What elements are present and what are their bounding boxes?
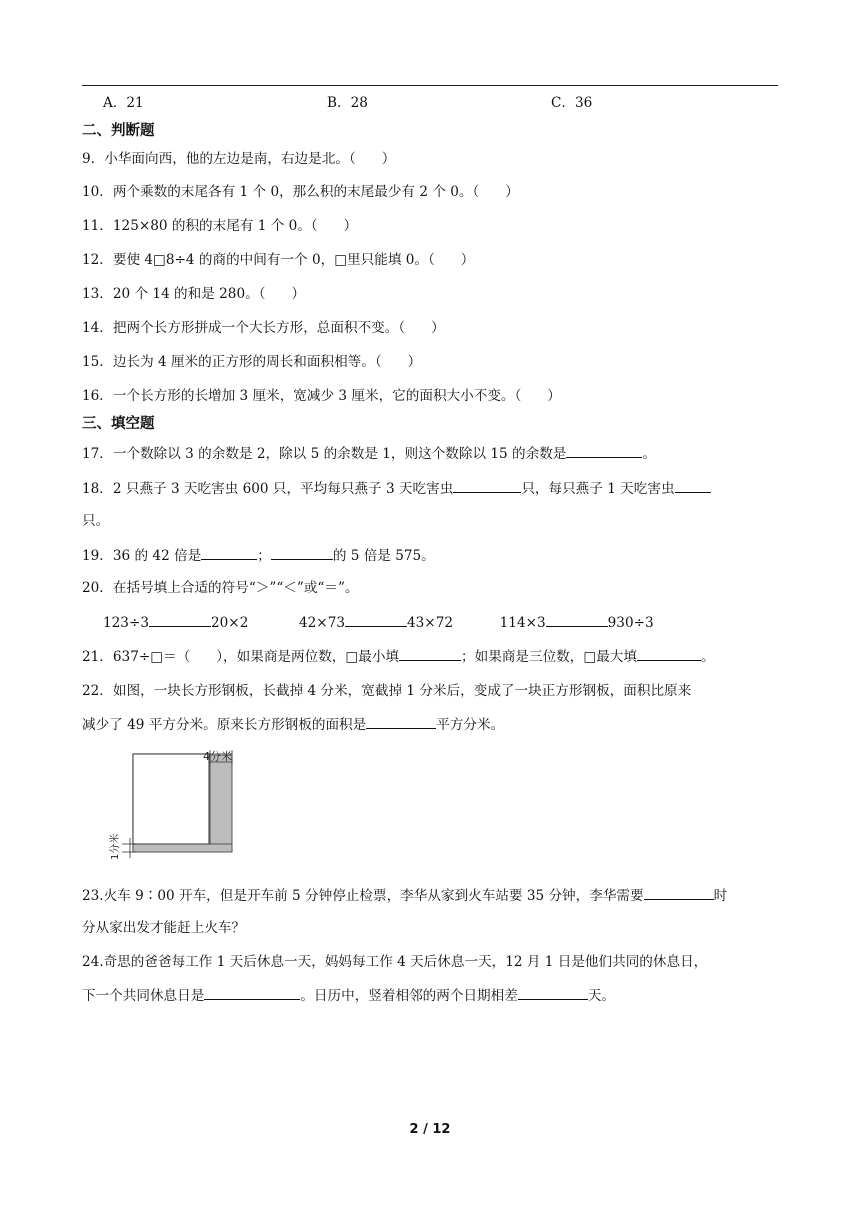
question-15: 15．边长为 4 厘米的正方形的周长和面积相等。（ ） <box>82 354 422 370</box>
answer-blank[interactable] <box>149 612 211 627</box>
cut-strip-width <box>133 844 232 852</box>
cut-strip-length <box>210 754 232 851</box>
answer-blank[interactable] <box>201 545 257 560</box>
question-24-cont: 下一个共同休息日是 。日历中，竖着相邻的两个日期相差 天。 <box>82 985 615 1006</box>
question-24: 24.奇思的爸爸每工作 1 天后休息一天，妈妈每工作 4 天后休息一天，12 月 1 日是他们共同的休息日， <box>82 954 708 970</box>
answer-blank[interactable] <box>518 985 588 1000</box>
question-16: 16．一个长方形的长增加 3 厘米，宽减少 3 厘米，它的面积大小不变。（ ） <box>82 388 561 404</box>
page-number: 2 / 12 <box>409 1122 451 1137</box>
top-dimension-label: 4分米 <box>203 750 232 763</box>
compare-row: 123÷3 20×2 42×73 43×72 114×3 930÷3 <box>103 612 654 633</box>
answer-blank[interactable] <box>453 478 521 493</box>
answer-blank[interactable] <box>271 545 333 560</box>
answer-blank[interactable] <box>566 443 642 458</box>
answer-blank[interactable] <box>204 985 300 1000</box>
answer-blank[interactable] <box>675 478 711 493</box>
question-21: 21．637÷□＝（ ），如果商是两位数，□最小填 ；如果商是三位数，□最大填 。 <box>82 646 715 667</box>
question-17: 17．一个数除以 3 的余数是 2，除以 5 的余数是 1，则这个数除以 15 的余数是 。 <box>82 443 656 464</box>
question-12: 12．要使 4□8÷4 的商的中间有一个 0，□里只能填 0。（ ） <box>82 252 475 268</box>
side-dimension-label: 1分米 <box>110 833 121 860</box>
header-rule <box>82 85 778 86</box>
question-22-cont: 减少了 49 平方分米。原来长方形钢板的面积是 平方分米。 <box>82 714 504 735</box>
question-11: 11．125×80 的积的末尾有 1 个 0。（ ） <box>82 218 358 234</box>
option-a[interactable]: A．21 <box>103 95 144 111</box>
answer-blank[interactable] <box>644 885 714 900</box>
answer-blank[interactable] <box>366 714 436 729</box>
question-10: 10．两个乘数的末尾各有 1 个 0，那么积的末尾最少有 2 个 0。（ ） <box>82 184 519 200</box>
question-20: 20．在括号填上合适的符号“＞”“＜”或“＝”。 <box>82 580 359 596</box>
answer-blank[interactable] <box>637 646 701 661</box>
question-9: 9．小华面向西，他的左边是南，右边是北。（ ） <box>82 151 396 167</box>
option-b[interactable]: B．28 <box>327 95 368 111</box>
question-19: 19．36 的 42 倍是 ； 的 5 倍是 575。 <box>82 545 435 566</box>
section-title-judge: 二、判断题 <box>82 123 155 139</box>
answer-blank[interactable] <box>546 612 608 627</box>
question-18-cont: 只。 <box>82 513 110 529</box>
question-13: 13．20 个 14 的和是 280。（ ） <box>82 286 306 302</box>
question-22: 22．如图，一块长方形钢板，长截掉 4 分米，宽截掉 1 分米后，变成了一块正方形钢板，面积比原来 <box>82 683 692 699</box>
answer-blank[interactable] <box>399 646 461 661</box>
section-title-fill: 三、填空题 <box>82 416 155 432</box>
square-plate <box>133 754 209 844</box>
steel-plate-figure <box>100 748 250 868</box>
question-18: 18．2 只燕子 3 天吃害虫 600 只，平均每只燕子 3 天吃害虫 只，每只燕子 1 天吃害虫 <box>82 478 711 499</box>
question-23-cont: 分从家出发才能赶上火车？ <box>82 920 246 936</box>
answer-blank[interactable] <box>345 612 407 627</box>
question-14: 14．把两个长方形拼成一个大长方形，总面积不变。（ ） <box>82 320 445 336</box>
option-c[interactable]: C．36 <box>551 95 593 111</box>
question-23: 23.火车 9∶00 开车，但是开车前 5 分钟停止检票，李华从家到火车站要 35 分钟，李华需要 时 <box>82 885 727 906</box>
